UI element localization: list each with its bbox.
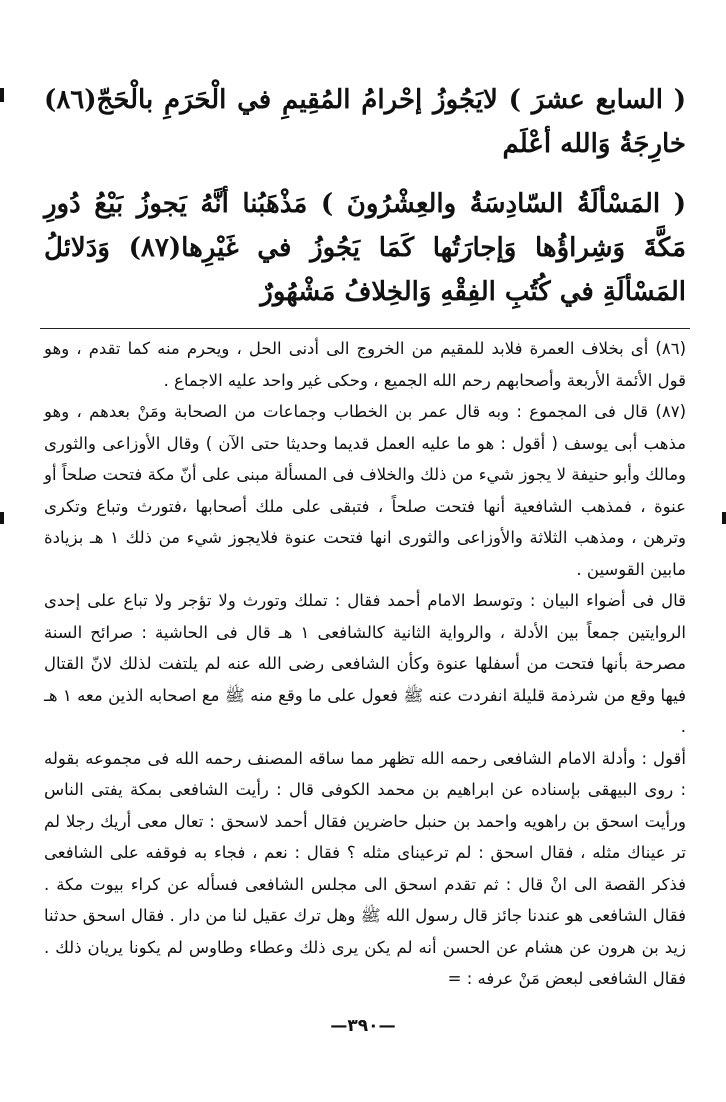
main-paragraph-issue-26: ( المَسْألَةُ السّادِسَةُ والعِشْرُونَ ) مَذْهَبُنا أنَّهُ يَجوزُ بَيْعُ دُورِ مَكَّةَ وَشِراؤُها وَإجارَتُها كَمَا يَجُوزُ في غَيْرِها(٨٧) وَدَلائلُ المَسْألَةِ في كُتُبِ الفِقْهِ وَالخِلافُ مَشْهُورٌ xyxy=(44,189,687,307)
footnote-87-continued: قال فى أضواء البيان : وتوسط الامام أحمد فقال : تملك وتورث ولا تؤجر ولا تباع على إحدى الروايتين جمعاً بين الأدلة ، والرواية الثانية كالشافعى ١ هـ قال فى الحاشية : صرائح السنة مصرحة بأنها فتحت من أسفلها عنوة وكأن الشافعى رضى الله عنه لم يلتفت لذلك لانّ القتال فيها وقع من شرذمة قليلة انفردت عنه ﷺ فعول على ما وقع منه ﷺ مع اصحابه الذين معه ١ هـ . xyxy=(44,591,687,736)
scan-edge-mark xyxy=(0,88,4,102)
book-page xyxy=(40,78,690,995)
footnote-divider xyxy=(40,328,690,329)
scan-edge-mark xyxy=(0,512,4,524)
footnote-86: (٨٦) أى بخلاف العمرة فلابد للمقيم من الخروج الى أدنى الحل ، ويحرم منه كما تقدم ، وهو قول الأئمة الأربعة وأصحابهم رحم الله الجميع ، وحكى غير واحد عليه الاجماع . xyxy=(44,339,686,390)
main-paragraph-17: ( السابع عشرَ ) لايَجُوزُ إحْرامُ المُقِيمِ في الْحَرَمِ بالْحَجّ(٨٦) خارِجَةُ وَالله أعْلَم xyxy=(44,85,686,159)
footnotes xyxy=(40,333,690,995)
main-text xyxy=(40,78,690,314)
footnote-87-commentary: أقول : وأدلة الامام الشافعى رحمه الله تظهر مما ساقه المصنف رحمه الله فى مجموعه بقوله : روى البيهقى بإسناده عن ابراهيم بن محمد الكوفى قال : رأيت الشافعى بمكة يفتى الناس ورأيت اسحق بن راهويه واحمد بن حنبل حاضرين فقال أحمد لاسحق : تعال معى أريك رجلا لم تر عيناك مثله ، فقال اسحق : لم ترعيناى مثله ؟ فقال : نعم ، فجاء به فوقفه على الشافعى فذكر القصة الى انْ قال : ثم تقدم اسحق الى مجلس الشافعى فسأله عن كراء بيوت مكة . فقال الشافعى هو عندنا جائز قال رسول الله ﷺ وهل ترك عقيل لنا من دار . فقال اسحق حدثنا زيد بن هرون عن هشام عن الحسن أنه لم يكن يرى ذلك وعطاء وطاوس لم يكونا يريان ذلك . فقال الشافعى لبعض مَنْ عرفه : = xyxy=(44,748,686,988)
page-number: —٣٩٠— xyxy=(330,1016,396,1036)
scan-edge-mark xyxy=(722,512,726,524)
footnote-87: (٨٧) قال فى المجموع : وبه قال عمر بن الخطاب وجماعات من الصحابة ومَنْ بعدهم ، وهو مذهب أبى يوسف ( أقول : هو ما عليه العمل قديما وحديثا حتى الآن ) وقال الأوزاعى والثورى ومالك وأبو حنيفة لا يجوز شيء من ذلك والخلاف فى المسألة مبنى على أنّ مكة فتحت صلحاً أو عنوة ، فمذهب الشافعية أنها فتحت صلحاً ، فتبقى على ملك أصحابها ،فتورث وتباع وتكرى وترهن ، ومذهب الثلاثة والأوزاعى والثورى انها فتحت عنوة فلايجوز شيء من ذلك ١ هـ بزيادة مابين القوسين . xyxy=(44,402,686,579)
